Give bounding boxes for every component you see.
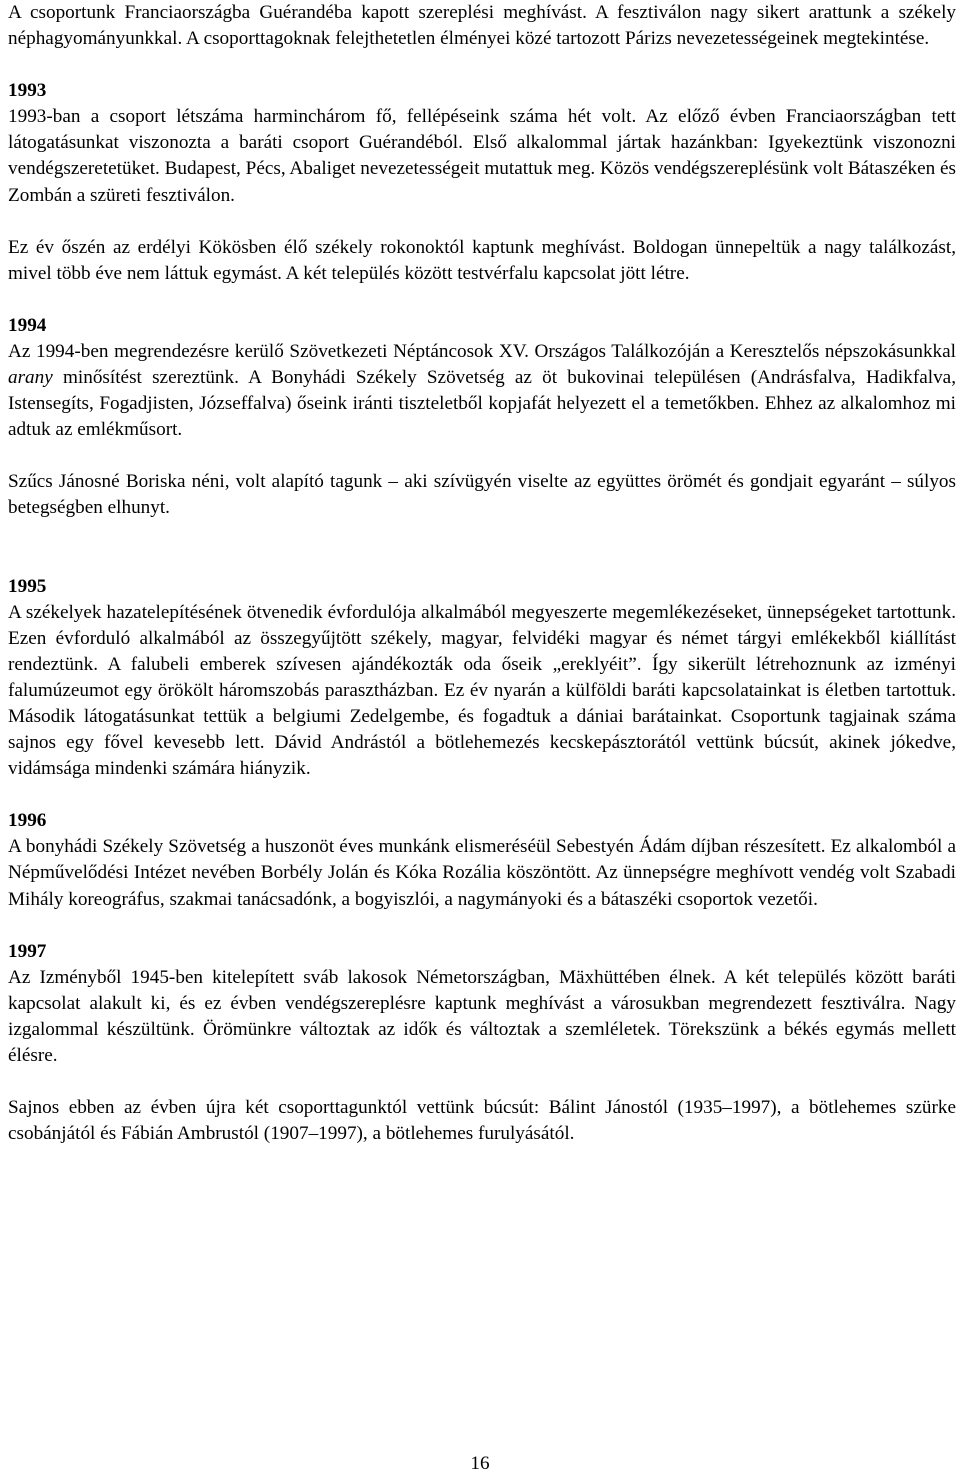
- paragraph-1994-a-part2: minősítést szereztünk. A Bonyhádi Székely Szövetség az öt bukovinai településen (Andrásfalva, Hadikfalva, Istensegíts, Fogadjisten, Józseffalva) őseink iránti tiszteletből kopjafát helyezett el a temetőkben. Ehhez az alkalomhoz mi adtuk az emlékműsort.: [8, 367, 956, 441]
- paragraph-1997-a: Az Izményből 1945-ben kitelepített sváb lakosok Németországban, Mäxhüttében élnek. A két település között baráti kapcsolat alakult ki, és ez évben vendégszereplésre kaptunk meghívást a városukban megrendezett fesztiválra. Nagy izgalommal készültünk. Örömünkre változtak az idők és változtak a szemléletek. Törekszünk a békés egymás mellett élésre.: [8, 966, 956, 1066]
- year-heading-1993: 1993: [8, 80, 47, 102]
- paragraph-1995: A székelyek hazatelepítésének ötvenedik évfordulója alkalmából megyeszerte megemlékezéseket, ünnepségeket tartottunk. Ezen évforduló alkalmából az összegyűjtött székely, magyar, felvidéki magyar és német tárgyi emlékekből kiállítást rendeztünk. A falubeli emberek szívesen ajándékozták oda őseik „ereklyéit”. Így sikerült létrehoznunk az izményi falumúzeumot egy örökölt háromszobás parasztházban. Ez év nyarán a külföldi baráti kapcsolatainkat is életben tartottuk. Második látogatásunkat tettük a belgiumi Zedelgembe, és fogadtuk a dániai barátainkat. Csoportunk tagjainak száma sajnos egy fővel kevesebb lett. Dávid Andrástól a bötlehemezés kecskepásztorától vettünk búcsút, akinek jókedve, vidámsága mindenki számára hiányzik.: [8, 601, 956, 780]
- intro-paragraph: A csoportunk Franciaországba Guérandéba kapott szereplési meghívást. A fesztiválon nagy sikert arattunk a székely néphagyományunkkal. A csoporttagoknak felejthetetlen élményei közé tartozott Párizs nevezetességeinek megtekintése.: [8, 2, 956, 50]
- paragraph-1997-b: Sajnos ebben az évben újra két csoporttagunktól vettünk búcsút: Bálint Jánostól (1935–1997), a bötlehemes szürke csobánjától és Fábián Ambrustól (1907–1997), a bötlehemes furulyásától.: [8, 1097, 956, 1145]
- year-heading-1997: 1997: [8, 940, 47, 962]
- year-heading-1996: 1996: [8, 810, 47, 832]
- paragraph-1994-a: [8, 339, 956, 443]
- page-number: 16: [470, 1453, 490, 1474]
- paragraph-1994-b: Szűcs Jánosné Boriska néni, volt alapító tagunk – aki szívügyén viselte az együttes örömét és gondjait egyaránt – súlyos betegségben elhunyt.: [8, 471, 956, 519]
- year-heading-1995: 1995: [8, 575, 47, 597]
- paragraph-1993-b: Ez év őszén az erdélyi Kökösben élő székely rokonoktól kaptunk meghívást. Boldogan ünnepeltük a nagy találkozást, mivel több éve nem láttuk egymást. A két település között testvérfalu kapcsolat jött létre.: [8, 236, 956, 284]
- paragraph-1993-a: 1993-ban a csoport létszáma harminchárom fő, fellépéseink száma hét volt. Az előző évben Franciaországban tett látogatásunkat viszonozta a baráti csoport Guérandéból. Első alkalommal jártak hazánkban: Igyekeztünk viszonozni vendégszeretetüket. Budapest, Pécs, Abaliget nevezetességeit mutattuk meg. Közös vendégszereplésünk volt Bátaszéken és Zombán a szüreti fesztiválon.: [8, 106, 956, 206]
- paragraph-1996: A bonyhádi Székely Szövetség a huszonöt éves munkánk elismeréséül Sebestyén Ádám díjban részesített. Ez alkalomból a Népművelődési Intézet nevében Borbély Jolán és Kóka Rozália köszöntött. Az ünnepségre meghívott vendég volt Szabadi Mihály koreográfus, szakmai tanácsadónk, a bogyiszlói, a nagymányoki és a bátaszéki csoportok vezetői.: [8, 836, 956, 910]
- paragraph-1994-a-part1: Az 1994-ben megrendezésre kerülő Szövetkezeti Néptáncosok XV. Országos Találkozóján a Keresztelős népszokásunkkal: [8, 340, 956, 362]
- document-page: [8, 0, 956, 1147]
- emphasis-arany: arany: [8, 367, 53, 389]
- year-heading-1994: 1994: [8, 314, 47, 336]
